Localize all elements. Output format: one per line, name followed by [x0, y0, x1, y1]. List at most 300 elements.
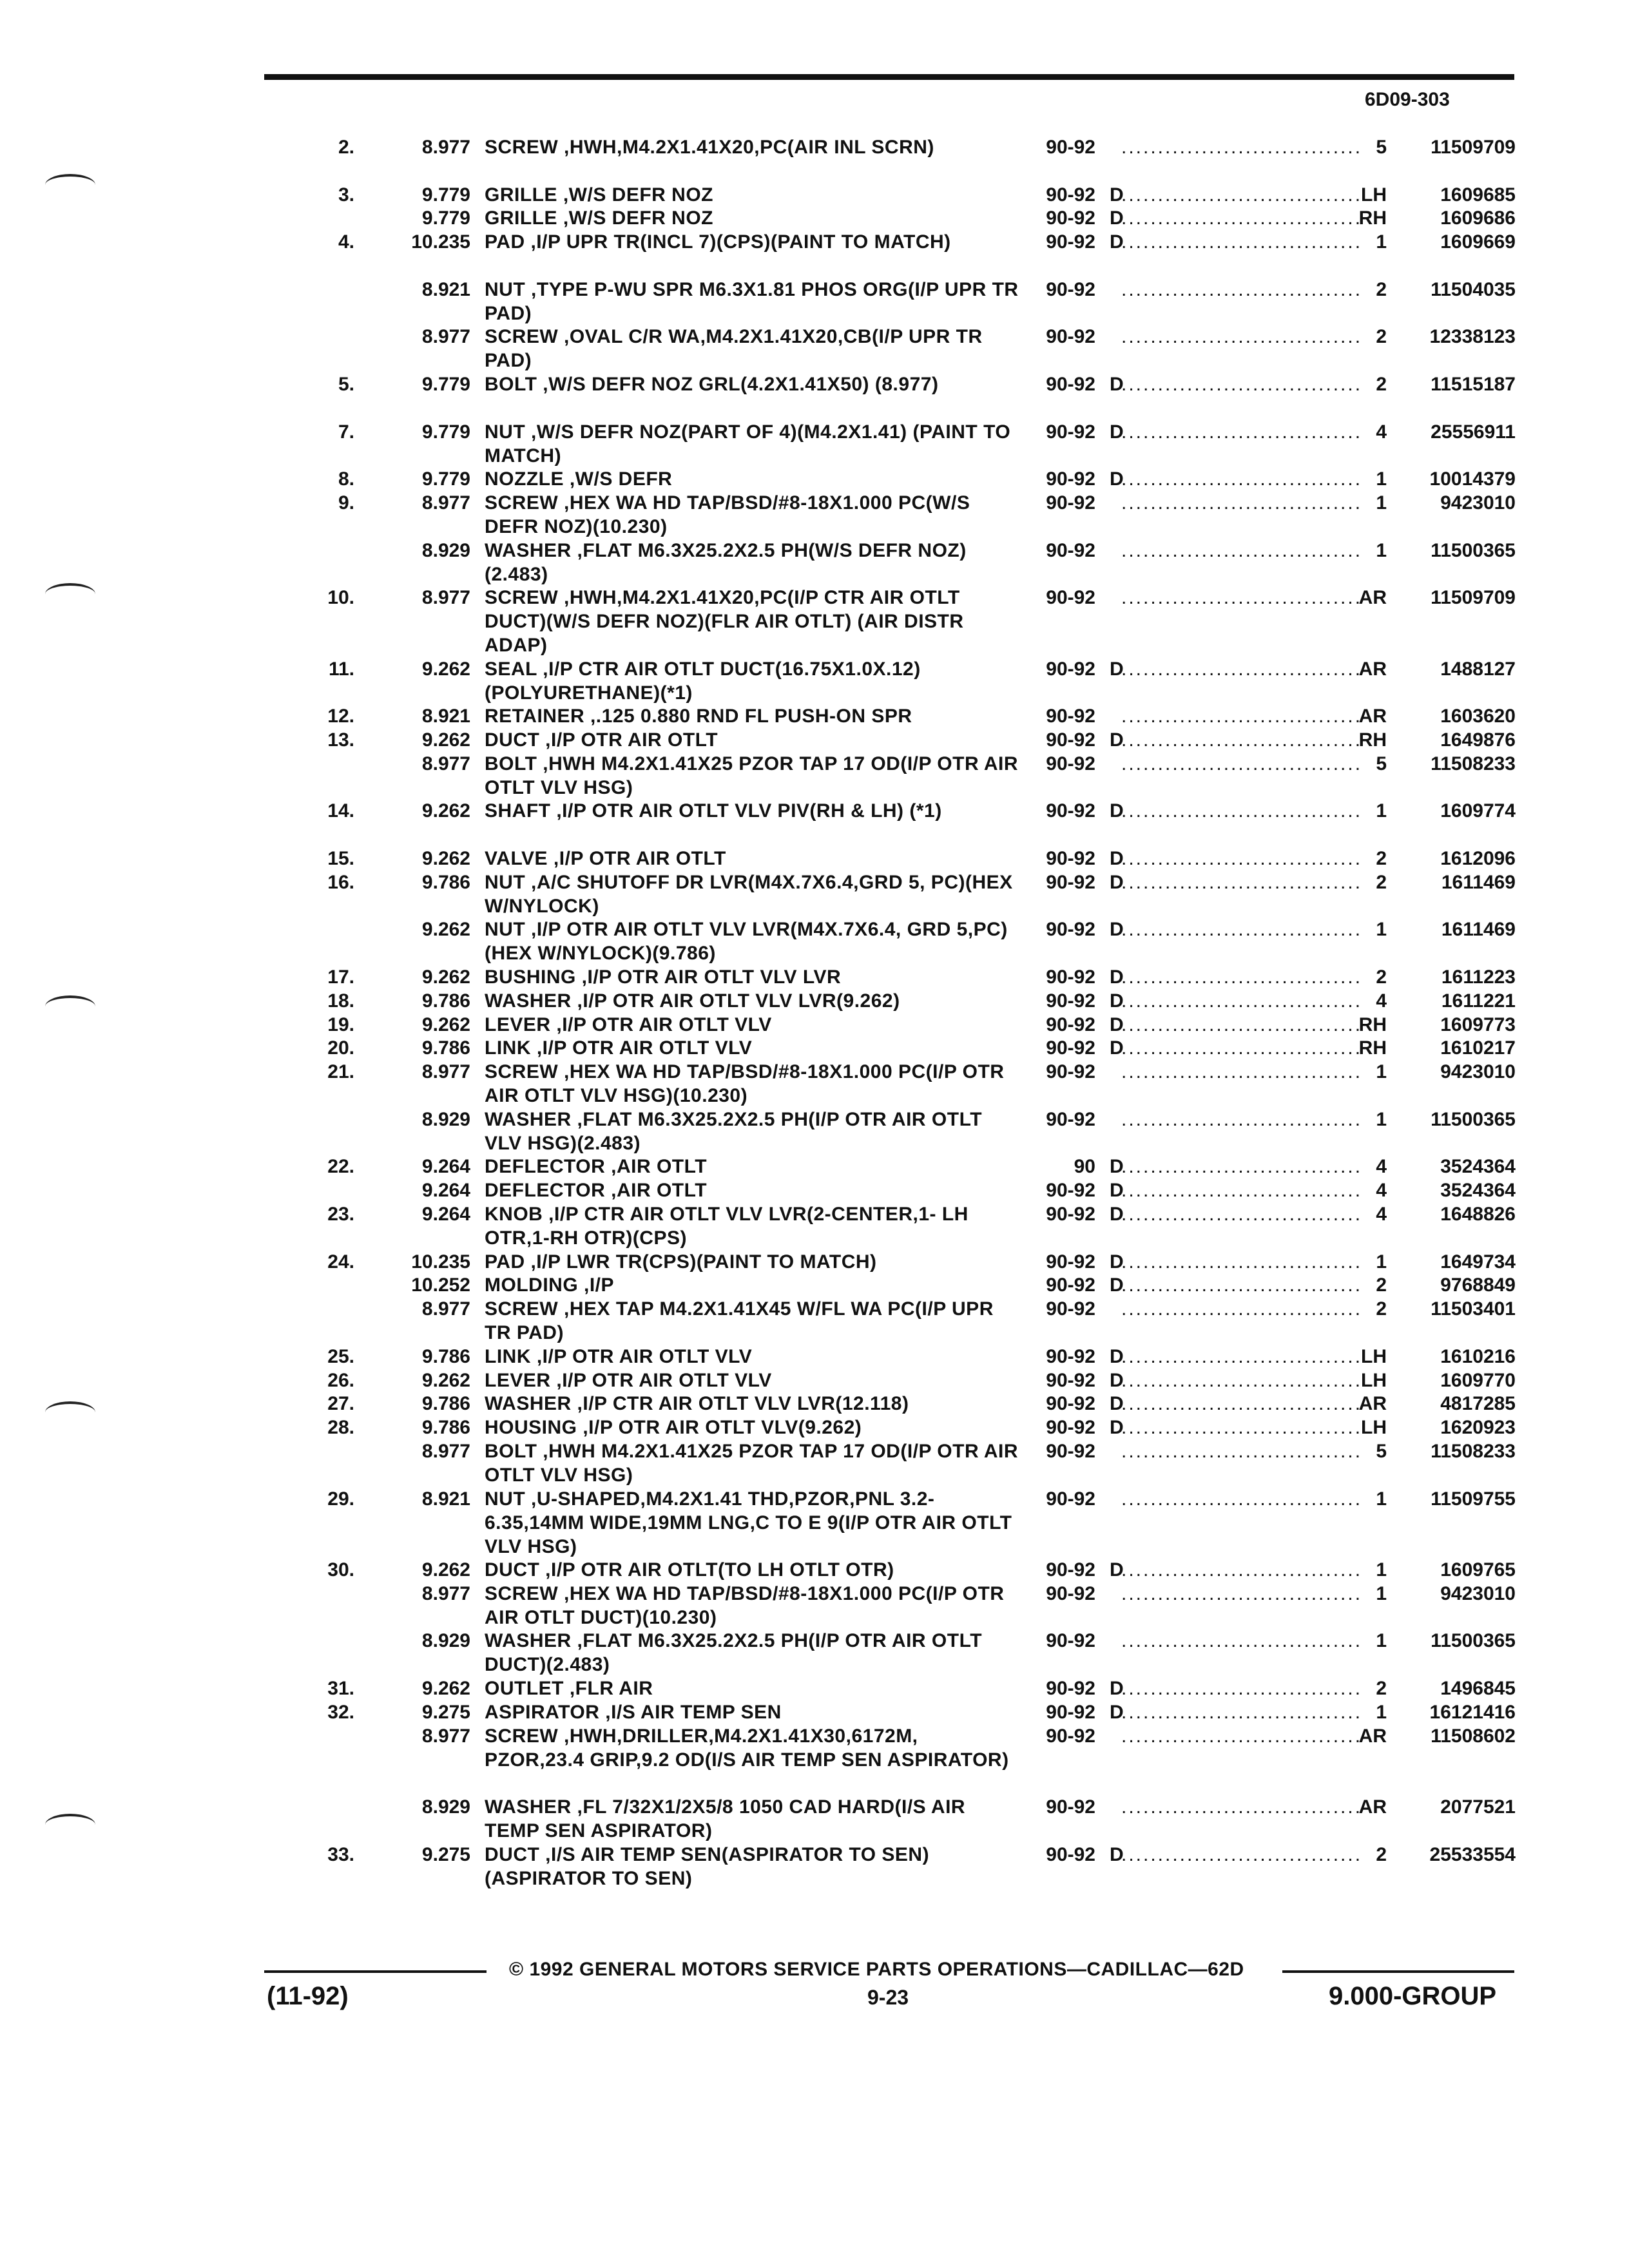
quantity: 1	[1376, 800, 1387, 822]
group-number: 8.929	[421, 1108, 470, 1130]
part-description	[485, 1843, 1019, 1890]
part-description	[485, 420, 1019, 468]
leader-dots: .................................	[1121, 1417, 1363, 1439]
part-name: NUT	[485, 919, 526, 941]
part-number: 1611223	[1441, 966, 1516, 988]
model-years: 90-92	[1046, 848, 1095, 869]
usage-code: D	[1110, 1369, 1124, 1391]
part-number: 25556911	[1431, 421, 1516, 443]
part-detail: ,W/S DEFR NOZ(PART OF 4)(M4.2X1.41) (PAINT TO MATCH)	[485, 421, 1011, 466]
leader-dots: .................................	[1121, 1393, 1363, 1415]
part-description	[485, 965, 1019, 989]
ref-number: 23.	[327, 1204, 354, 1225]
part-number: 9423010	[1440, 1582, 1516, 1604]
part-name: LINK	[485, 1037, 531, 1059]
quantity: AR	[1358, 1725, 1387, 1747]
part-detail: ,FLAT M6.3X25.2X2.5 PH(I/P OTR AIR OTLT VLV HSG)(2.483)	[485, 1108, 983, 1154]
part-name: WASHER	[485, 539, 572, 561]
leader-dots: .................................	[1121, 1108, 1363, 1130]
model-years: 90-92	[1046, 184, 1095, 206]
part-row	[0, 586, 1629, 657]
leader-dots: .................................	[1121, 137, 1363, 158]
part-row	[0, 1724, 1629, 1773]
group-number: 8.977	[421, 753, 470, 774]
leader-dots: .................................	[1121, 753, 1363, 774]
part-description	[485, 1416, 1019, 1439]
part-name: GRILLE	[485, 184, 557, 206]
quantity: AR	[1358, 1796, 1387, 1818]
ref-number: 7.	[338, 421, 354, 443]
ref-number: 22.	[327, 1156, 354, 1178]
usage-code: D	[1110, 871, 1124, 893]
quantity: AR	[1358, 658, 1387, 680]
part-detail: ,I/P OTR AIR OTLT VLV LVR(9.262)	[571, 990, 900, 1012]
quantity: 5	[1376, 1441, 1387, 1462]
part-name: NUT	[485, 1488, 526, 1510]
quantity: 2	[1376, 871, 1387, 893]
leader-dots: .................................	[1121, 1180, 1363, 1202]
part-name: SCREW	[485, 1582, 559, 1604]
part-name: WASHER	[485, 1796, 572, 1818]
model-years: 90-92	[1046, 468, 1095, 490]
top-rule	[264, 74, 1514, 80]
group-number: 9.262	[421, 800, 470, 822]
part-row	[0, 1487, 1629, 1557]
quantity: RH	[1358, 1037, 1387, 1059]
quantity: RH	[1358, 1014, 1387, 1035]
part-number: 1611221	[1441, 990, 1516, 1012]
part-description	[485, 1369, 1019, 1392]
part-detail: ,I/P OTR AIR OTLT VLV PIV(RH & LH) (*1)	[550, 800, 942, 822]
part-row	[0, 1582, 1629, 1631]
usage-code: D	[1110, 919, 1124, 941]
part-detail: ,I/P UPR TR(INCL 7)(CPS)(PAINT TO MATCH)	[525, 231, 951, 253]
part-number: 1649876	[1440, 729, 1516, 751]
part-description	[485, 1700, 1019, 1724]
model-years: 90-92	[1046, 871, 1095, 893]
ref-number: 11.	[328, 658, 354, 680]
part-name: KNOB	[485, 1204, 543, 1225]
part-detail: ,HWH M4.2X1.41X25 PZOR TAP 17 OD(I/P OTR AIR OTLT VLV HSG)	[485, 753, 1019, 798]
usage-code: D	[1110, 1156, 1124, 1178]
part-detail: ,HEX WA HD TAP/BSD/#8-18X1.000 PC(W/S DEFR NOZ)(10.230)	[485, 492, 970, 537]
part-detail: ,HWH,DRILLER,M4.2X1.41X30,6172M, PZOR,23.4 GRIP,9.2 OD(I/S AIR TEMP SEN ASPIRATOR)	[485, 1725, 1009, 1771]
part-description	[485, 1155, 1019, 1178]
part-name: NOZZLE	[485, 468, 564, 490]
model-years: 90-92	[1046, 1582, 1095, 1604]
leader-dots: .................................	[1121, 207, 1363, 229]
usage-code: D	[1110, 231, 1124, 253]
quantity: 2	[1376, 1678, 1387, 1699]
part-name: BUSHING	[485, 966, 576, 988]
group-number: 9.786	[421, 871, 470, 893]
part-detail: ,I/P OTR AIR OTLT	[548, 848, 726, 869]
leader-dots: .................................	[1121, 1559, 1363, 1581]
part-description	[485, 230, 1019, 254]
part-description	[485, 1795, 1019, 1843]
part-number: 11508233	[1431, 753, 1516, 774]
group-number: 8.929	[421, 1630, 470, 1652]
part-detail: ,I/P	[578, 1274, 615, 1296]
usage-code: D	[1110, 1345, 1124, 1367]
group-number: 9.264	[421, 1156, 470, 1178]
part-row	[0, 135, 1629, 184]
model-years: 90-92	[1046, 539, 1095, 561]
part-row	[0, 1060, 1629, 1109]
part-number: 10014379	[1429, 468, 1516, 490]
group-number: 9.262	[421, 1678, 470, 1699]
group-number: 9.275	[421, 1701, 470, 1723]
part-detail: ,I/P CTR AIR OTLT VLV LVR(12.118)	[571, 1393, 909, 1415]
model-years: 90-92	[1046, 1559, 1095, 1581]
model-years: 90-92	[1046, 1274, 1095, 1296]
part-detail: ,TYPE P-WU SPR M6.3X1.81 PHOS ORG(I/P UPR TR PAD)	[485, 278, 1019, 324]
part-name: WASHER	[485, 1393, 572, 1415]
quantity: 1	[1376, 231, 1387, 253]
part-row	[0, 1297, 1629, 1346]
ref-number: 13.	[327, 729, 354, 751]
leader-dots: .................................	[1121, 848, 1363, 869]
model-years: 90-92	[1046, 800, 1095, 822]
leader-dots: .................................	[1121, 1796, 1363, 1818]
leader-dots: .................................	[1121, 919, 1363, 941]
ref-number: 28.	[327, 1417, 354, 1439]
quantity: 1	[1376, 919, 1387, 941]
part-description	[485, 586, 1019, 657]
leader-dots: .................................	[1121, 1014, 1363, 1035]
usage-code: D	[1110, 374, 1124, 395]
group-number: 8.977	[421, 587, 470, 609]
part-name: DUCT	[485, 729, 540, 751]
quantity: 2	[1376, 1274, 1387, 1296]
ref-number: 4.	[338, 231, 354, 253]
part-detail: ,HWH M4.2X1.41X25 PZOR TAP 17 OD(I/P OTR AIR OTLT VLV HSG)	[485, 1441, 1019, 1486]
leader-dots: .................................	[1121, 871, 1363, 893]
model-years: 90-92	[1046, 1678, 1095, 1699]
leader-dots: .................................	[1121, 1037, 1363, 1059]
part-detail: ,I/P OTR AIR OTLT VLV LVR(M4X.7X6.4, GRD 5,PC)(HEX W/NYLOCK)(9.786)	[485, 919, 1008, 965]
part-description	[485, 989, 1019, 1013]
model-years: 90-92	[1046, 421, 1095, 443]
ref-number: 18.	[327, 990, 354, 1012]
quantity: LH	[1361, 1369, 1387, 1391]
margin-mark	[45, 995, 95, 1017]
part-description	[485, 918, 1019, 965]
group-number: 8.977	[421, 1725, 470, 1747]
leader-dots: .................................	[1121, 1345, 1363, 1367]
part-detail: ,I/P CTR AIR OTLT VLV LVR(2-CENTER,1- LH OTR,1-RH OTR)(CPS)	[485, 1204, 969, 1249]
leader-dots: .................................	[1121, 1725, 1363, 1747]
ref-number: 32.	[327, 1701, 354, 1723]
group-number: 8.977	[421, 1441, 470, 1462]
usage-code: D	[1110, 658, 1124, 680]
model-years: 90-92	[1046, 1393, 1095, 1415]
usage-code: D	[1110, 1251, 1124, 1273]
leader-dots: .................................	[1121, 1441, 1363, 1462]
part-description	[485, 1108, 1019, 1155]
part-name: SCREW	[485, 492, 559, 514]
leader-dots: .................................	[1121, 587, 1363, 609]
ref-number: 9.	[338, 492, 354, 514]
part-number: 1609686	[1440, 207, 1516, 229]
usage-code: D	[1110, 184, 1124, 206]
part-row	[0, 870, 1629, 919]
model-years: 90-92	[1046, 1488, 1095, 1510]
part-number: 9423010	[1440, 492, 1516, 514]
part-description	[485, 206, 1019, 230]
quantity: LH	[1361, 1417, 1387, 1439]
part-description	[485, 704, 1019, 728]
group-number: 10.235	[411, 231, 470, 253]
part-number: 1611469	[1441, 871, 1516, 893]
part-name: PAD	[485, 231, 525, 253]
part-number: 25533554	[1429, 1843, 1516, 1865]
model-years: 90-92	[1046, 231, 1095, 253]
model-years: 90-92	[1046, 1061, 1095, 1083]
part-name: DUCT	[485, 1559, 540, 1581]
model-years: 90-92	[1046, 1180, 1095, 1202]
usage-code: D	[1110, 848, 1124, 869]
part-name: SCREW	[485, 326, 559, 348]
leader-dots: .................................	[1121, 729, 1363, 751]
quantity: 1	[1376, 1559, 1387, 1581]
group-number: 10.252	[411, 1274, 470, 1296]
ref-number: 26.	[327, 1369, 354, 1391]
part-number: 11515187	[1431, 374, 1516, 395]
model-years: 90-92	[1046, 326, 1095, 348]
part-description	[485, 1273, 1019, 1297]
model-years: 90-92	[1046, 706, 1095, 727]
part-name: DUCT	[485, 1843, 540, 1865]
leader-dots: .................................	[1121, 1369, 1363, 1391]
group-number: 9.786	[421, 1417, 470, 1439]
part-description	[485, 1178, 1019, 1202]
group-number: 9.779	[421, 421, 470, 443]
leader-dots: .................................	[1121, 1582, 1363, 1604]
ref-number: 31.	[327, 1678, 354, 1699]
ref-number: 10.	[327, 587, 354, 609]
part-detail: ,AIR OTLT	[605, 1156, 708, 1178]
group-number: 9.786	[421, 990, 470, 1012]
part-number: 2077521	[1440, 1796, 1516, 1818]
part-description	[485, 1345, 1019, 1369]
part-row	[0, 491, 1629, 540]
part-number: 9423010	[1440, 1061, 1516, 1083]
part-number: 11509709	[1431, 587, 1516, 609]
part-detail: ,I/S AIR TEMP SEN	[599, 1701, 782, 1723]
part-detail: ,I/P OTR AIR OTLT VLV	[550, 1369, 772, 1391]
footer-date: (11-92)	[267, 1982, 349, 2010]
usage-code: D	[1110, 1274, 1124, 1296]
model-years: 90-92	[1046, 1843, 1095, 1865]
part-number: 11508602	[1431, 1725, 1516, 1747]
group-number: 8.977	[421, 1582, 470, 1604]
part-name: LEVER	[485, 1369, 551, 1391]
group-number: 9.264	[421, 1180, 470, 1202]
group-number: 9.275	[421, 1843, 470, 1865]
model-years: 90-92	[1046, 1204, 1095, 1225]
footer-rule-right	[1282, 1970, 1514, 1973]
usage-code: D	[1110, 966, 1124, 988]
part-detail: ,HEX TAP M4.2X1.41X45 W/FL WA PC(I/P UPR TR PAD)	[485, 1298, 994, 1344]
model-years: 90	[1074, 1156, 1095, 1178]
part-detail: ,FLAT M6.3X25.2X2.5 PH(I/P OTR AIR OTLT DUCT)(2.483)	[485, 1630, 983, 1676]
part-detail: ,W/S DEFR	[564, 468, 673, 490]
model-years: 90-92	[1046, 966, 1095, 988]
part-description	[485, 278, 1019, 325]
quantity: LH	[1361, 184, 1387, 206]
group-number: 8.929	[421, 539, 470, 561]
leader-dots: .................................	[1121, 468, 1363, 490]
part-detail: ,FLR AIR	[564, 1678, 653, 1699]
part-detail: ,I/P CTR AIR OTLT DUCT(16.75X1.0X.12) (POLYURETHANE)(*1)	[485, 658, 921, 704]
ref-number: 25.	[327, 1345, 354, 1367]
leader-dots: .................................	[1121, 990, 1363, 1012]
part-number: 11500365	[1431, 539, 1516, 561]
ref-number: 8.	[338, 468, 354, 490]
part-name: DEFLECTOR	[485, 1180, 606, 1202]
model-years: 90-92	[1046, 1014, 1095, 1035]
model-years: 90-92	[1046, 492, 1095, 514]
usage-code: D	[1110, 421, 1124, 443]
model-years: 90-92	[1046, 1417, 1095, 1439]
part-row	[0, 918, 1629, 966]
part-number: 1609669	[1440, 231, 1516, 253]
part-number: 11503401	[1431, 1298, 1516, 1320]
part-description	[485, 870, 1019, 918]
usage-code: D	[1110, 1037, 1124, 1059]
model-years: 90-92	[1046, 729, 1095, 751]
quantity: 4	[1376, 990, 1387, 1012]
part-row	[0, 1843, 1629, 1892]
footer-rule-left	[264, 1970, 487, 1973]
group-number: 9.779	[421, 374, 470, 395]
part-name: RETAINER	[485, 706, 585, 727]
leader-dots: .................................	[1121, 1156, 1363, 1178]
part-name: BOLT	[485, 1441, 537, 1462]
part-row	[0, 1629, 1629, 1678]
part-detail: ,I/P OTR AIR OTLT(TO LH OTLT OTR)	[539, 1559, 894, 1581]
ref-number: 12.	[327, 706, 354, 727]
model-years: 90-92	[1046, 1108, 1095, 1130]
part-name: LINK	[485, 1345, 531, 1367]
part-description	[485, 1582, 1019, 1629]
ref-number: 14.	[327, 800, 354, 822]
part-detail: ,I/P OTR AIR OTLT VLV	[531, 1345, 753, 1367]
part-name: SHAFT	[485, 800, 551, 822]
part-row	[0, 752, 1629, 801]
ref-number: 19.	[327, 1014, 354, 1035]
usage-code: D	[1110, 1014, 1124, 1035]
quantity: AR	[1358, 706, 1387, 727]
part-row	[0, 420, 1629, 469]
model-years: 90-92	[1046, 1345, 1095, 1367]
quantity: 2	[1376, 1298, 1387, 1320]
quantity: 1	[1376, 1582, 1387, 1604]
group-number: 8.977	[421, 137, 470, 158]
ref-number: 2.	[338, 137, 354, 158]
ref-number: 30.	[327, 1559, 354, 1581]
part-detail: ,A/C SHUTOFF DR LVR(M4X.7X6.4,GRD 5, PC)(HEX W/NYLOCK)	[485, 871, 1013, 917]
quantity: AR	[1358, 587, 1387, 609]
model-years: 90-92	[1046, 137, 1095, 158]
part-name: MOLDING	[485, 1274, 579, 1296]
model-years: 90-92	[1046, 1796, 1095, 1818]
quantity: 1	[1376, 1488, 1387, 1510]
leader-dots: .................................	[1121, 1630, 1363, 1652]
part-detail: ,HWH,M4.2X1.41X20,PC(AIR INL SCRN)	[558, 137, 934, 158]
part-detail: ,.125 0.880 RND FL PUSH-ON SPR	[584, 706, 912, 727]
group-number: 8.929	[421, 1796, 470, 1818]
group-number: 9.779	[421, 207, 470, 229]
part-description	[485, 1487, 1019, 1559]
part-row	[0, 230, 1629, 279]
quantity: 1	[1376, 1061, 1387, 1083]
part-number: 1609765	[1440, 1559, 1516, 1581]
part-detail: ,I/P OTR AIR OTLT VLV	[550, 1014, 772, 1035]
part-name: ASPIRATOR	[485, 1701, 600, 1723]
leader-dots: .................................	[1121, 1701, 1363, 1723]
model-years: 90-92	[1046, 990, 1095, 1012]
model-years: 90-92	[1046, 1441, 1095, 1462]
part-description	[485, 657, 1019, 705]
part-detail: ,FL 7/32X1/2X5/8 1050 CAD HARD(I/S AIR TEMP SEN ASPIRATOR)	[485, 1796, 966, 1841]
model-years: 90-92	[1046, 1037, 1095, 1059]
model-years: 90-92	[1046, 1701, 1095, 1723]
part-name: WASHER	[485, 990, 572, 1012]
part-detail: ,AIR OTLT	[605, 1180, 708, 1202]
model-years: 90-92	[1046, 1725, 1095, 1747]
ref-number: 20.	[327, 1037, 354, 1059]
usage-code: D	[1110, 468, 1124, 490]
group-number: 8.921	[421, 1488, 470, 1510]
ref-number: 29.	[327, 1488, 354, 1510]
part-name: SEAL	[485, 658, 537, 680]
part-name: VALVE	[485, 848, 548, 869]
part-name: HOUSING	[485, 1417, 577, 1439]
model-years: 90-92	[1046, 207, 1095, 229]
group-number: 9.262	[421, 848, 470, 869]
group-number: 9.262	[421, 729, 470, 751]
part-detail: ,I/P OTR AIR OTLT VLV LVR	[575, 966, 842, 988]
group-number: 9.262	[421, 1014, 470, 1035]
quantity: 4	[1376, 1204, 1387, 1225]
model-years: 90-92	[1046, 1630, 1095, 1652]
leader-dots: .................................	[1121, 966, 1363, 988]
leader-dots: .................................	[1121, 231, 1363, 253]
part-name: NUT	[485, 871, 526, 893]
part-number: 1609685	[1440, 184, 1516, 206]
part-number: 1488127	[1440, 658, 1516, 680]
group-number: 8.977	[421, 492, 470, 514]
part-description	[485, 1013, 1019, 1037]
part-number: 11500365	[1431, 1630, 1516, 1652]
usage-code: D	[1110, 990, 1124, 1012]
usage-code: D	[1110, 800, 1124, 822]
part-description	[485, 1202, 1019, 1250]
part-number: 11500365	[1431, 1108, 1516, 1130]
ref-number: 3.	[338, 184, 354, 206]
part-row	[0, 1202, 1629, 1251]
part-name: WASHER	[485, 1108, 572, 1130]
leader-dots: .................................	[1121, 1061, 1363, 1083]
part-name: SCREW	[485, 1725, 559, 1747]
group-number: 9.786	[421, 1037, 470, 1059]
part-detail: ,I/P LWR TR(CPS)(PAINT TO MATCH)	[525, 1251, 877, 1273]
part-description	[485, 1439, 1019, 1487]
part-number: 11509709	[1431, 137, 1516, 158]
quantity: RH	[1358, 729, 1387, 751]
